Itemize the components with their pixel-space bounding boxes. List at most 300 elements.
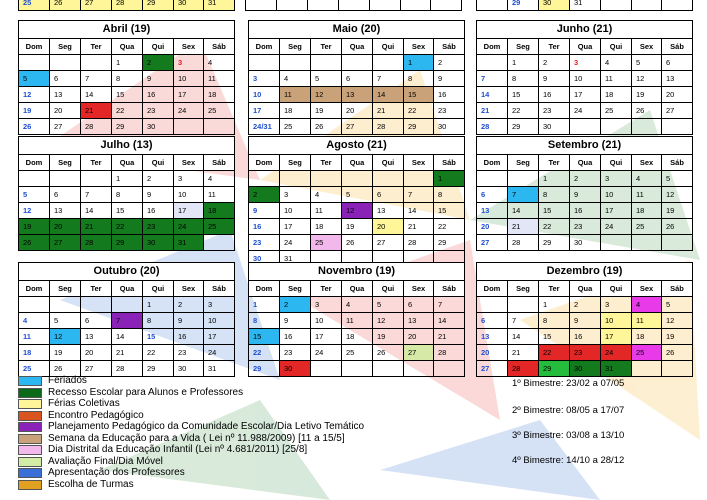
weekday-header: Sex <box>174 281 204 297</box>
weekday-header: Dom <box>249 155 280 171</box>
day-cell: 31 <box>204 361 235 377</box>
month-agosto <box>248 136 465 267</box>
day-cell: 24 <box>311 345 342 361</box>
day-cell: 19 <box>662 203 693 219</box>
legend-label: Escolha de Turmas <box>48 478 134 490</box>
legend-label: Recesso Escolar para Alunos e Professores <box>48 386 244 398</box>
day-cell: 12 <box>50 329 81 345</box>
day-cell: 18 <box>204 87 235 103</box>
day-cell: 15 <box>143 329 174 345</box>
day-cell <box>50 55 81 71</box>
day-cell: 12 <box>311 87 342 103</box>
day-cell: 12 <box>662 187 693 203</box>
day-cell: 15 <box>112 87 143 103</box>
day-cell: 30 <box>570 361 601 377</box>
legend-swatch <box>18 445 42 455</box>
day-cell: 18 <box>632 329 662 345</box>
month-title: Julho (13) <box>19 137 235 155</box>
day-cell: 4 <box>204 55 235 71</box>
day-cell: 29 <box>404 119 434 135</box>
day-cell <box>477 171 508 187</box>
day-cell: 2 <box>249 187 280 203</box>
weekday-header: Seg <box>50 155 81 171</box>
legend-label: Apresentação dos Professores <box>48 467 185 478</box>
day-cell: 31 <box>204 0 235 11</box>
weekday-header: Qua <box>570 39 601 55</box>
day-cell: 26 <box>19 235 50 251</box>
day-cell: 22 <box>508 103 539 119</box>
day-cell: 25 <box>311 235 342 251</box>
day-cell: 2 <box>280 297 311 313</box>
day-cell: 7 <box>373 71 404 87</box>
day-cell: 11 <box>601 71 632 87</box>
day-cell: 2 <box>174 297 204 313</box>
day-cell: 1 <box>434 171 465 187</box>
day-cell: 16 <box>249 219 280 235</box>
weekday-header: Qua <box>342 39 373 55</box>
day-cell <box>50 297 81 313</box>
day-cell: 18 <box>204 203 235 219</box>
day-cell <box>570 119 601 135</box>
weekday-header: Sáb <box>662 281 693 297</box>
day-cell: 20 <box>373 219 404 235</box>
day-cell: 9 <box>174 313 204 329</box>
day-cell: 31 <box>174 235 204 251</box>
day-cell: 25 <box>204 219 235 235</box>
day-cell: 17 <box>174 203 204 219</box>
day-cell: 3 <box>570 55 601 71</box>
day-cell: 22 <box>143 345 174 361</box>
day-cell: 30 <box>249 251 280 267</box>
day-cell: 2 <box>434 55 465 71</box>
bimestre-1: 1º Bimestre: 23/02 a 07/05 <box>512 378 625 389</box>
legend-label: Dia Distrital da Educação Infantil (Lei nº 4.681/2011) [25/8] <box>48 444 308 455</box>
day-cell: 26 <box>373 345 404 361</box>
bimestre-2: 2º Bimestre: 08/05 a 17/07 <box>512 405 625 416</box>
day-cell: 6 <box>477 187 508 203</box>
day-cell: 5 <box>50 313 81 329</box>
day-cell <box>477 297 508 313</box>
day-cell: 9 <box>280 313 311 329</box>
top-strip-middle <box>245 0 462 11</box>
day-cell: 11 <box>342 313 373 329</box>
day-cell: 18 <box>280 103 311 119</box>
day-cell: 29 <box>508 119 539 135</box>
bimestre-4: 4º Bimestre: 14/10 a 28/12 <box>512 455 625 466</box>
day-cell: 26 <box>662 219 693 235</box>
day-cell: 5 <box>342 187 373 203</box>
legend-item <box>18 398 488 410</box>
day-cell: 13 <box>50 87 81 103</box>
day-cell: 12 <box>373 313 404 329</box>
day-cell <box>342 171 373 187</box>
day-cell: 16 <box>174 329 204 345</box>
day-cell: 14 <box>434 313 465 329</box>
day-cell: 2 <box>570 171 601 187</box>
day-cell: 28 <box>434 345 465 361</box>
day-cell <box>632 119 662 135</box>
day-cell: 27 <box>477 361 508 377</box>
day-cell: 25 <box>19 0 50 11</box>
day-cell <box>204 119 235 135</box>
day-cell: 16 <box>143 203 174 219</box>
weekday-header: Seg <box>508 281 539 297</box>
day-cell: 31 <box>280 251 311 267</box>
day-cell: 3 <box>174 55 204 71</box>
day-cell: 5 <box>311 71 342 87</box>
day-cell: 28 <box>112 361 143 377</box>
day-cell: 28 <box>81 119 112 135</box>
day-cell: 21 <box>508 219 539 235</box>
day-cell: 8 <box>404 71 434 87</box>
day-cell: 9 <box>539 71 570 87</box>
day-cell: 14 <box>373 87 404 103</box>
day-cell <box>632 361 662 377</box>
day-cell: 4 <box>280 71 311 87</box>
day-cell: 26 <box>632 103 662 119</box>
day-cell <box>662 235 693 251</box>
weekday-header: Ter <box>539 155 570 171</box>
day-cell: 21 <box>81 219 112 235</box>
day-cell: 6 <box>50 187 81 203</box>
weekday-header: Dom <box>477 39 508 55</box>
day-cell: 10 <box>174 187 204 203</box>
day-cell: 9 <box>570 313 601 329</box>
top-strip-right <box>476 0 693 11</box>
day-cell: 20 <box>404 329 434 345</box>
day-cell: 28 <box>508 361 539 377</box>
day-cell: 15 <box>434 203 465 219</box>
day-cell: 19 <box>19 219 50 235</box>
day-cell: 18 <box>19 345 50 361</box>
day-cell: 31 <box>601 361 632 377</box>
day-cell <box>662 119 693 135</box>
day-cell: 28 <box>112 0 143 11</box>
legend-swatch <box>18 468 42 478</box>
day-cell: 13 <box>662 71 693 87</box>
day-cell: 9 <box>249 203 280 219</box>
weekday-header: Qua <box>342 155 373 171</box>
weekday-header: Sáb <box>204 281 235 297</box>
day-cell: 14 <box>508 203 539 219</box>
day-cell: 26 <box>19 119 50 135</box>
day-cell <box>249 55 280 71</box>
day-cell: 1 <box>539 171 570 187</box>
day-cell: 17 <box>601 203 632 219</box>
day-cell: 1 <box>539 297 570 313</box>
day-cell: 6 <box>342 71 373 87</box>
day-cell: 2 <box>539 55 570 71</box>
day-cell: 23 <box>143 219 174 235</box>
day-cell <box>508 297 539 313</box>
weekday-header: Qui <box>143 39 174 55</box>
day-cell: 30 <box>280 361 311 377</box>
day-cell: 13 <box>50 203 81 219</box>
legend-swatch <box>18 411 42 421</box>
day-cell: 7 <box>477 71 508 87</box>
weekday-header: Qui <box>601 39 632 55</box>
day-cell: 29 <box>112 119 143 135</box>
day-cell <box>81 55 112 71</box>
day-cell: 30 <box>174 361 204 377</box>
day-cell: 26 <box>311 119 342 135</box>
legend <box>18 375 488 490</box>
day-cell: 13 <box>477 203 508 219</box>
weekday-header: Sex <box>174 39 204 55</box>
day-cell <box>19 171 50 187</box>
day-cell: 28 <box>477 119 508 135</box>
day-cell: 8 <box>539 313 570 329</box>
day-cell: 15 <box>539 329 570 345</box>
day-cell: 3 <box>311 297 342 313</box>
day-cell: 26 <box>50 361 81 377</box>
day-cell: 6 <box>50 71 81 87</box>
weekday-header: Sex <box>404 39 434 55</box>
day-cell: 3 <box>249 71 280 87</box>
day-cell: 4 <box>632 171 662 187</box>
day-cell: 9 <box>570 187 601 203</box>
day-cell: 27 <box>50 235 81 251</box>
day-cell: 27 <box>373 235 404 251</box>
day-cell: 10 <box>249 87 280 103</box>
day-cell: 26 <box>342 235 373 251</box>
month-outubro <box>18 262 235 377</box>
day-cell: 5 <box>662 171 693 187</box>
day-cell: 6 <box>81 313 112 329</box>
day-cell <box>601 235 632 251</box>
day-cell: 30 <box>143 119 174 135</box>
day-cell <box>373 55 404 71</box>
day-cell: 12 <box>632 71 662 87</box>
weekday-header: Qua <box>342 281 373 297</box>
day-cell: 25 <box>342 345 373 361</box>
weekday-header: Qui <box>373 39 404 55</box>
day-cell: 1 <box>112 55 143 71</box>
month-abril <box>18 20 235 135</box>
day-cell: 20 <box>50 219 81 235</box>
day-cell <box>50 171 81 187</box>
day-cell <box>19 55 50 71</box>
weekday-header: Seg <box>508 39 539 55</box>
month-junho <box>476 20 693 135</box>
day-cell: 28 <box>508 235 539 251</box>
weekday-header: Qua <box>112 281 143 297</box>
day-cell <box>280 55 311 71</box>
weekday-header: Sáb <box>204 39 235 55</box>
weekday-header: Seg <box>50 281 81 297</box>
legend-swatch <box>18 399 42 409</box>
day-cell: 15 <box>508 87 539 103</box>
day-cell: 25 <box>280 119 311 135</box>
weekday-header: Ter <box>311 39 342 55</box>
day-cell: 4 <box>632 297 662 313</box>
day-cell: 15 <box>112 203 143 219</box>
weekday-header: Qui <box>373 281 404 297</box>
day-cell: 12 <box>19 203 50 219</box>
day-cell: 3 <box>601 171 632 187</box>
day-cell: 7 <box>434 297 465 313</box>
day-cell: 20 <box>477 219 508 235</box>
legend-item <box>18 467 488 479</box>
day-cell: 20 <box>342 103 373 119</box>
day-cell <box>477 0 508 11</box>
day-cell: 29 <box>539 235 570 251</box>
weekday-header: Ter <box>311 281 342 297</box>
day-cell: 12 <box>662 313 693 329</box>
day-cell: 26 <box>50 0 81 11</box>
day-cell: 7 <box>404 187 434 203</box>
day-cell: 21 <box>434 329 465 345</box>
day-cell <box>311 171 342 187</box>
weekday-header: Sáb <box>204 155 235 171</box>
day-cell: 17 <box>280 219 311 235</box>
legend-item <box>18 444 488 456</box>
day-cell <box>477 55 508 71</box>
weekday-header: Sáb <box>662 155 693 171</box>
day-cell: 17 <box>174 87 204 103</box>
day-cell: 31 <box>570 0 601 11</box>
day-cell <box>632 235 662 251</box>
legend-label: Planejamento Pedagógico da Comunidade Escolar/Dia Letivo Temático <box>48 421 365 432</box>
day-cell: 2 <box>143 55 174 71</box>
weekday-header: Seg <box>280 39 311 55</box>
legend-label: Encontro Pedagógico <box>48 409 144 421</box>
month-title: Outubro (20) <box>19 263 235 281</box>
day-cell: 6 <box>662 55 693 71</box>
legend-item <box>18 375 488 387</box>
day-cell: 7 <box>508 313 539 329</box>
day-cell: 19 <box>50 345 81 361</box>
weekday-header: Sex <box>404 281 434 297</box>
day-cell: 1 <box>143 297 174 313</box>
day-cell: 8 <box>434 187 465 203</box>
day-cell <box>311 55 342 71</box>
day-cell: 23 <box>570 345 601 361</box>
day-cell: 10 <box>204 313 235 329</box>
day-cell: 24 <box>204 345 235 361</box>
weekday-header: Seg <box>280 155 311 171</box>
day-cell: 10 <box>601 313 632 329</box>
legend-swatch <box>18 388 42 398</box>
day-cell: 12 <box>342 203 373 219</box>
day-cell: 21 <box>81 103 112 119</box>
day-cell: 23 <box>174 345 204 361</box>
day-cell <box>373 171 404 187</box>
weekday-header: Sáb <box>434 39 465 55</box>
day-cell: 21 <box>112 345 143 361</box>
day-cell: 13 <box>373 203 404 219</box>
month-title: Junho (21) <box>477 21 693 39</box>
day-cell: 29 <box>143 0 174 11</box>
day-cell: 5 <box>373 297 404 313</box>
day-cell: 19 <box>342 219 373 235</box>
weekday-header: Dom <box>477 155 508 171</box>
day-cell: 28 <box>373 119 404 135</box>
day-cell: 11 <box>280 87 311 103</box>
day-cell: 29 <box>508 0 539 11</box>
day-cell: 17 <box>311 329 342 345</box>
day-cell: 11 <box>204 71 235 87</box>
weekday-header: Qui <box>143 281 174 297</box>
weekday-header: Qua <box>570 155 601 171</box>
day-cell: 8 <box>539 187 570 203</box>
day-cell: 11 <box>19 329 50 345</box>
day-cell: 19 <box>19 103 50 119</box>
day-cell: 4 <box>601 55 632 71</box>
day-cell <box>81 171 112 187</box>
day-cell: 23 <box>539 103 570 119</box>
day-cell: 15 <box>249 329 280 345</box>
day-cell: 14 <box>81 87 112 103</box>
day-cell: 17 <box>204 329 235 345</box>
day-cell: 30 <box>174 0 204 11</box>
day-cell: 15 <box>539 203 570 219</box>
day-cell: 29 <box>112 235 143 251</box>
weekday-header: Seg <box>280 281 311 297</box>
day-cell: 21 <box>373 103 404 119</box>
day-cell: 21 <box>404 219 434 235</box>
day-cell: 13 <box>477 329 508 345</box>
weekday-header: Ter <box>81 281 112 297</box>
day-cell: 28 <box>404 235 434 251</box>
day-cell: 11 <box>632 187 662 203</box>
legend-label: Avaliação Final/Dia Móvel <box>48 455 163 467</box>
day-cell: 8 <box>508 71 539 87</box>
day-cell: 16 <box>143 87 174 103</box>
day-cell: 5 <box>19 71 50 87</box>
legend-label: Férias Coletivas <box>48 398 120 409</box>
day-cell: 3 <box>174 171 204 187</box>
legend-label: Feriados <box>48 375 87 386</box>
day-cell: 11 <box>204 187 235 203</box>
day-cell: 18 <box>601 87 632 103</box>
day-cell: 30 <box>570 235 601 251</box>
day-cell: 10 <box>174 71 204 87</box>
day-cell <box>342 55 373 71</box>
day-cell: 7 <box>508 187 539 203</box>
day-cell: 19 <box>373 329 404 345</box>
month-title: Agosto (21) <box>249 137 465 155</box>
day-cell: 16 <box>570 329 601 345</box>
day-cell: 27 <box>342 119 373 135</box>
day-cell: 17 <box>601 329 632 345</box>
day-cell: 10 <box>280 203 311 219</box>
month-julho <box>18 136 235 251</box>
weekday-header: Seg <box>50 39 81 55</box>
day-cell: 22 <box>404 103 434 119</box>
day-cell: 27 <box>50 119 81 135</box>
day-cell: 8 <box>249 313 280 329</box>
legend-label: Semana da Educação para a Vida ( Lei nº 11.988/2009) [11 a 15/5] <box>48 432 345 444</box>
month-title: Abril (19) <box>19 21 235 39</box>
day-cell: 22 <box>434 219 465 235</box>
bimestre-3: 3º Bimestre: 03/08 a 13/10 <box>512 430 625 441</box>
day-cell: 1 <box>112 171 143 187</box>
day-cell: 9 <box>434 71 465 87</box>
day-cell: 23 <box>143 103 174 119</box>
day-cell: 11 <box>632 313 662 329</box>
day-cell: 2 <box>570 297 601 313</box>
legend-swatch <box>18 457 42 467</box>
day-cell: 21 <box>477 103 508 119</box>
day-cell <box>601 119 632 135</box>
day-cell <box>249 171 280 187</box>
day-cell: 14 <box>81 203 112 219</box>
day-cell: 15 <box>404 87 434 103</box>
day-cell <box>204 235 235 251</box>
day-cell <box>19 297 50 313</box>
day-cell: 11 <box>311 203 342 219</box>
